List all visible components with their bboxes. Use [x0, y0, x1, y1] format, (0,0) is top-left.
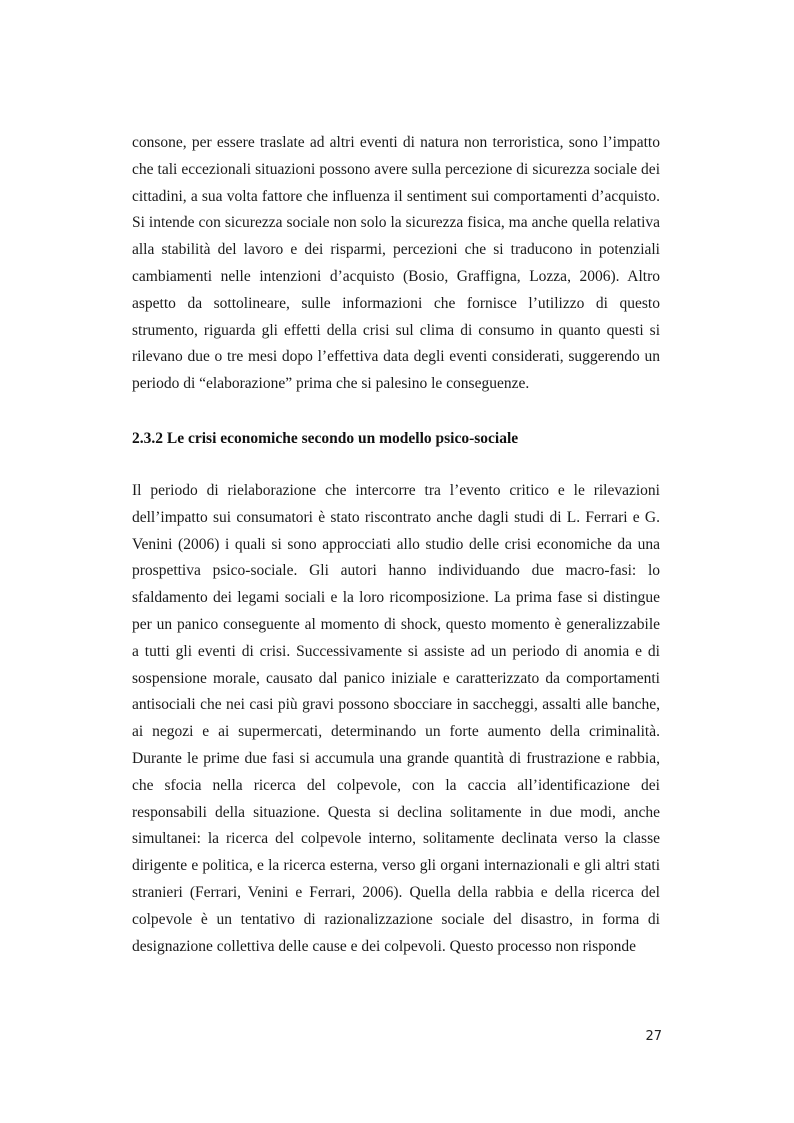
paragraph-text: consone, per essere traslate ad altri eventi di natura non terroristica, sono l’impatto che tali eccezionali situazioni possono avere sulla percezione di sicurezza sociale dei cittadini, a sua volta fattore che influenza il sentiment sui comportamenti d’acquisto. Si intende con sicurezza sociale non solo la sicurezza fisica, ma anche quella relativa alla stabilità del lavoro e dei risparmi, percezioni che si traducono in potenziali cambiamenti nelle intenzioni d’acquisto (Bosio, Graffigna, Lozza, 2006). Altro aspetto da sottolineare, sulle informazioni che fornisce l’utilizzo di questo strumento, riguarda gli effetti della crisi sul clima di consumo in quanto questi si rilevano due o tre mesi dopo l’effettiva data degli eventi considerati, suggerendo un periodo di “elaborazione” prima che si palesino le conseguenze. — [132, 134, 660, 393]
page-number: 27 — [645, 1029, 662, 1044]
section-heading: 2.3.2 Le crisi economiche secondo un modello psico-sociale — [132, 430, 519, 447]
body-paragraph-2 — [132, 478, 660, 960]
body-paragraph-1 — [132, 130, 660, 398]
paragraph-text: Il periodo di rielaborazione che intercorre tra l’evento critico e le rilevazioni dell’impatto sui consumatori è stato riscontrato anche dagli studi di L. Ferrari e G. Venini (2006) i quali si sono approcciati allo studio delle crisi economiche da una prospettiva psico-sociale. Gli autori hanno individuando due macro-fasi: lo sfaldamento dei legami sociali e la loro ricomposizione. La prima fase si distingue per un panico conseguente al momento di shock, questo momento è generalizzabile a tutti gli eventi di crisi. Successivamente si assiste ad un periodo di anomia e di sospensione morale, causato dal panico iniziale e caratterizzato da comportamenti antisociali che nei casi più gravi possono sbocciare in saccheggi, assalti alle banche, ai negozi e ai supermercati, determinando un forte aumento della criminalità. Durante le prime due fasi si accumula una grande quantità di frustrazione e rabbia, che sfocia nella ricerca del colpevole, con la caccia all’identificazione dei responsabili della situazione. Questa si declina solitamente in due modi, anche simultanei: la ricerca del colpevole interno, solitamente declinata verso la classe dirigente e politica, e la ricerca esterna, verso gli organi internazionali e gli altri stati stranieri (Ferrari, Venini e Ferrari, 2006). Quella della rabbia e della ricerca del colpevole è un tentativo di razionalizzazione sociale del disastro, in forma di designazione collettiva delle cause e dei colpevoli. Questo processo non risponde — [132, 482, 660, 955]
